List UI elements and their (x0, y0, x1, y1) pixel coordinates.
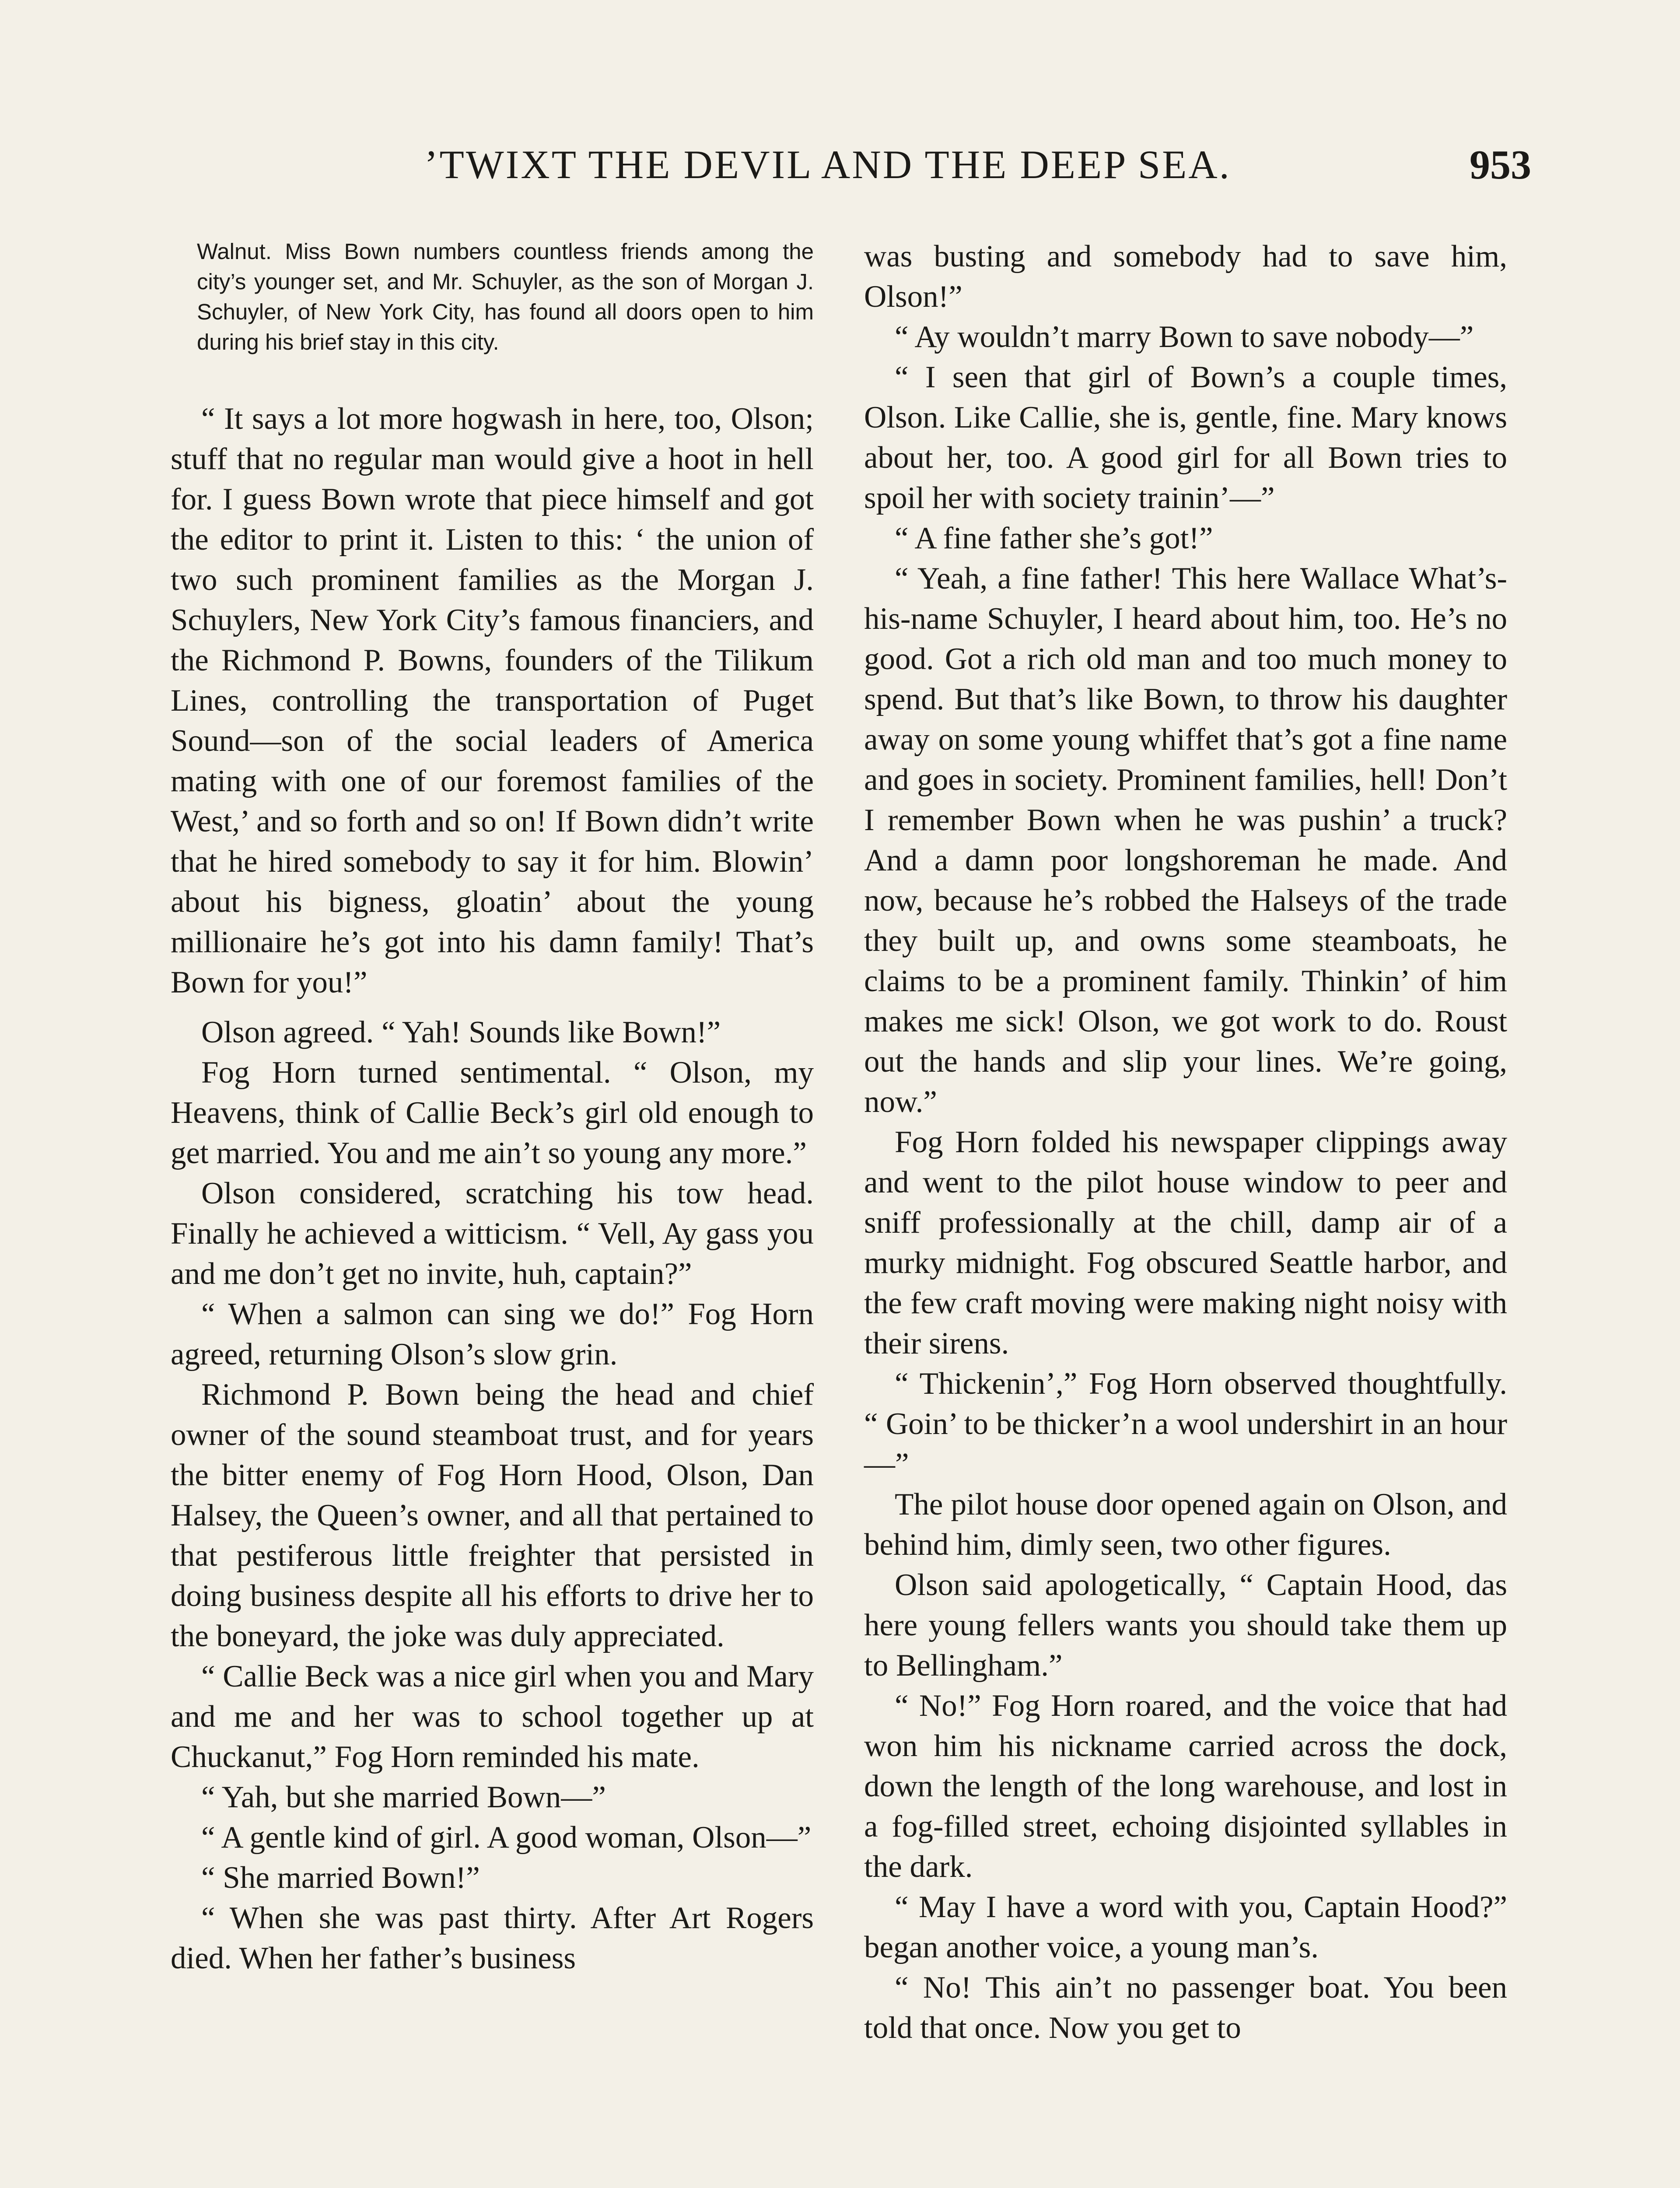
paragraph: “ Callie Beck was a nice girl when you and Mary and me and her was to school together up at Chuckanut,” Fog Horn reminded his mate. (171, 1659, 814, 1774)
paragraph: Olson agreed. “ Yah! Sounds like Bown!” (201, 1015, 721, 1049)
paragraph: “ May I have a word with you, Captain Hood?” began another voice, a young man’s. (864, 1890, 1507, 1964)
paragraph: Olson said apologetically, “ Captain Hood, das here young fellers wants you should take them up to Bellingham.” (864, 1568, 1507, 1683)
paragraph: “ When a salmon can sing we do!” Fog Horn agreed, returning Olson’s slow grin. (171, 1297, 814, 1371)
paragraph: Fog Horn turned sentimental. “ Olson, my Heavens, think of Callie Beck’s girl old enough to get married. You and me ain’t so young any more.” (171, 1055, 814, 1170)
paragraph: “ A fine father she’s got!” (895, 521, 1213, 555)
paragraph: “ A gentle kind of girl. A good woman, Olson—” (201, 1820, 812, 1855)
paragraph: “ It says a lot more hogwash in here, too, Olson; stuff that no regular man would give a hoot in hell for. I guess Bown wrote that piece himself and got the editor to print it. Listen to this: ‘ the union of two such prominent families as the Morgan J. Schuylers, New York City’s famous financiers, and the Richmond P. Bowns, founders of the Tilikum Lines, controlling the transportation of Puget Sound—son of the social leaders of America mating with one of our foremost families of the West,’ and so forth and so on! If Bown didn’t write that he hired somebody to say it for him. Blowin’ about his bigness, gloatin’ about the young millionaire he’s got into his damn family! That’s Bown for you!” (171, 402, 814, 999)
paragraph: was busting and somebody had to save him, Olson!” (864, 239, 1507, 314)
running-header (179, 144, 1531, 206)
paragraph: The pilot house door opened again on Olson, and behind him, dimly seen, two other figures. (864, 1487, 1507, 1562)
paragraph: “ Ay wouldn’t marry Bown to save nobody—” (895, 320, 1474, 354)
paragraph: “ No!” Fog Horn roared, and the voice that had won him his nickname carried across the dock, down the length of the long warehouse, and lost in a fog-filled street, echoing disjointed syllables in the dark. (864, 1689, 1507, 1884)
paragraph: Fog Horn folded his newspaper clippings away and went to the pilot house window to peer and sniff professionally at the chill, damp air of a murky midnight. Fog obscured Seattle harbor, and the few craft moving were making night noisy with their sirens. (864, 1125, 1507, 1360)
running-title: ’TWIXT THE DEVIL AND THE DEEP SEA. (424, 142, 1231, 187)
paragraph: “ Yeah, a fine father! This here Wallace What’s-his-name Schuyler, I heard about him, too. He’s no good. Got a rich old man and too much money to spend. But that’s like Bown, to throw his daughter away on some young whiffet that’s got a fine name and goes in society. Prominent families, hell! Don’t I remember Bown when he was pushin’ a truck? And a damn poor longshoreman he made. And now, because he’s robbed the Halseys of the trade they built up, and owns some steamboats, he claims to be a prominent family. Thinkin’ of him makes me sick! Olson, we got work to do. Roust out the hands and slip your lines. We’re going, now.” (864, 561, 1507, 1119)
paragraph: Richmond P. Bown being the head and chief owner of the sound steamboat trust, and for years the bitter enemy of Fog Horn Hood, Olson, Dan Halsey, the Queen’s owner, and all that pertained to that pestiferous little freighter that persisted in doing business despite all his efforts to drive her to the boneyard, the joke was duly appreciated. (171, 1378, 814, 1653)
paragraph: “ No! This ain’t no passenger boat. You been told that once. Now you get to (864, 1971, 1507, 2045)
right-column (864, 236, 1507, 2048)
page-number: 953 (1470, 142, 1531, 188)
left-column (171, 236, 814, 1978)
paragraph: “ She married Bown!” (201, 1861, 480, 1895)
newspaper-clipping: Walnut. Miss Bown numbers countless friends among the city’s younger set, and Mr. Schuyler, as the son of Morgan J. Schuyler, of New York City, has found all doors open to him during his brief stay in this city. (197, 239, 814, 354)
paragraph: “ Yah, but she married Bown—” (201, 1780, 606, 1814)
paragraph: “ I seen that girl of Bown’s a couple times, Olson. Like Callie, she is, gentle, fine. Mary knows about her, too. A good girl for all Bown tries to spoil her with society trainin’—” (864, 360, 1507, 515)
paragraph: “ Thickenin’,” Fog Horn observed thoughtfully. “ Goin’ to be thicker’n a wool undershirt in an hour—” (864, 1367, 1507, 1481)
paragraph: “ When she was past thirty. After Art Rogers died. When her father’s business (171, 1901, 814, 1975)
paragraph: Olson considered, scratching his tow head. Finally he achieved a witticism. “ Vell, Ay gass you and me don’t get no invite, huh, captain?” (171, 1176, 814, 1291)
